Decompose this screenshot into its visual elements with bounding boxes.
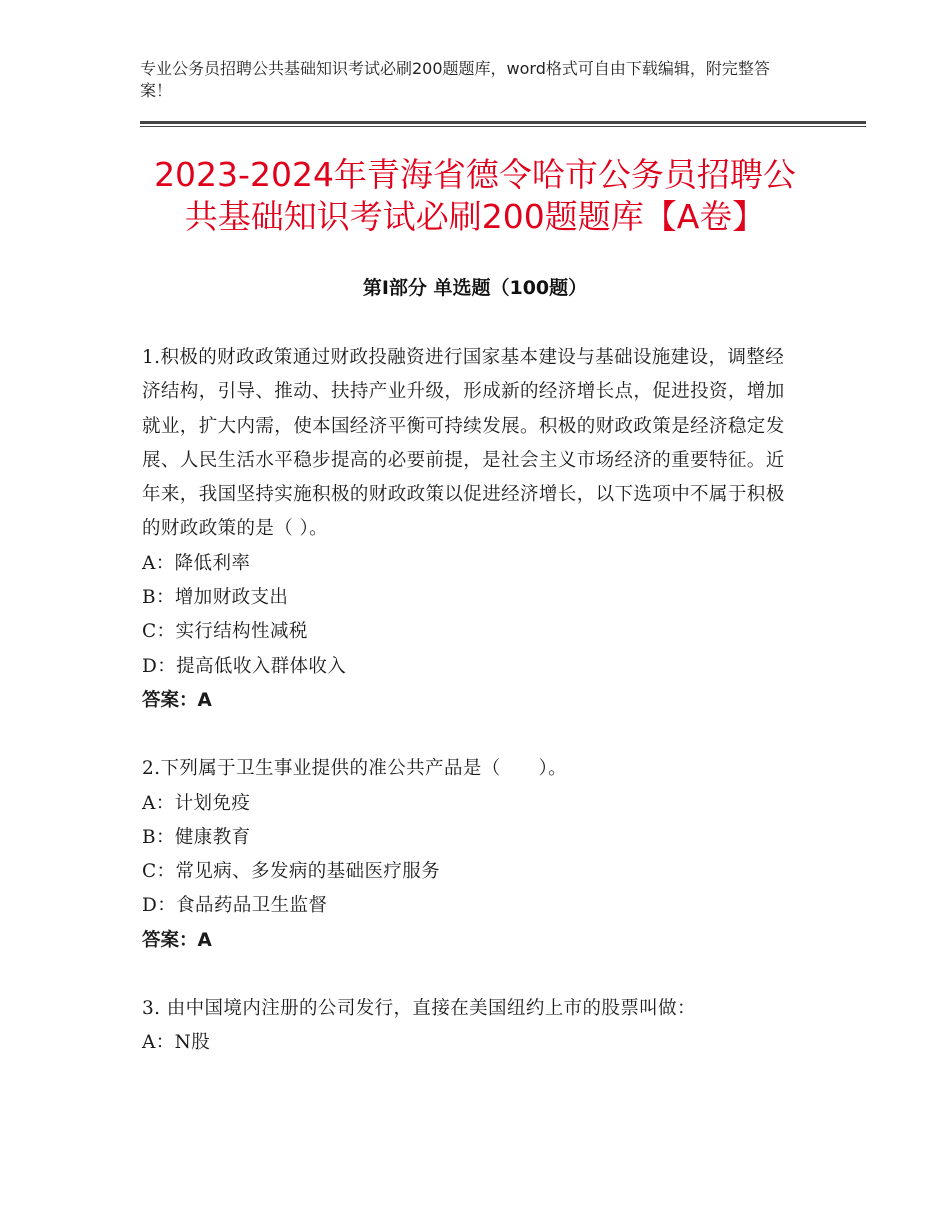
question-3 [142,992,802,1061]
header-note: 专业公务员招聘公共基础知识考试必刷200题题库，word格式可自由下载编辑，附完整答案！ [140,59,770,100]
option-d: D：食品药品卫生监督 [142,895,328,917]
option-a: A：降低利率 [142,552,251,574]
question-1 [142,341,802,718]
question-2 [142,752,802,958]
question-list [142,341,802,1061]
option-b: B：增加财政支出 [142,587,289,609]
document-title: 2023-2024年青海省德令哈市公务员招聘公共基础知识考试必刷200题题库【A卷】 [154,155,796,236]
question-spacer [142,718,802,752]
header-divider-thick [140,121,866,124]
option-b: B：健康教育 [142,826,251,848]
header-divider-thin [140,126,866,127]
answer: 答案：A [142,929,212,951]
option-d: D：提高低收入群体收入 [142,655,347,677]
option-c: C：常见病、多发病的基础医疗服务 [142,861,441,883]
answer: 答案：A [142,689,212,711]
option-a: A：N股 [142,1032,211,1054]
question-stem: 3. 由中国境内注册的公司发行，直接在美国纽约上市的股票叫做： [142,998,696,1020]
question-stem: 2.下列属于卫生事业提供的准公共产品是（ ）。 [142,758,568,780]
option-c: C：实行结构性减税 [142,621,308,643]
option-a: A：计划免疫 [142,792,251,814]
section-title: 第Ⅰ部分 单选题（100题） [362,277,588,299]
question-stem: 1.积极的财政政策通过财政投融资进行国家基本建设与基础设施建设，调整经济结构，引导、推动、扶持产业升级，形成新的经济增长点，促进投资，增加就业，扩大内需，使本国经济平衡可持续发展。积极的财政政策是经济稳定发展、人民生活水平稳步提高的必要前提，是社会主义市场经济的重要特征。近年来，我国坚持实施积极的财政政策以促进经济增长，以下选项中不属于积极的财政政策的是（ ）。 [142,347,785,540]
question-spacer [142,958,802,992]
